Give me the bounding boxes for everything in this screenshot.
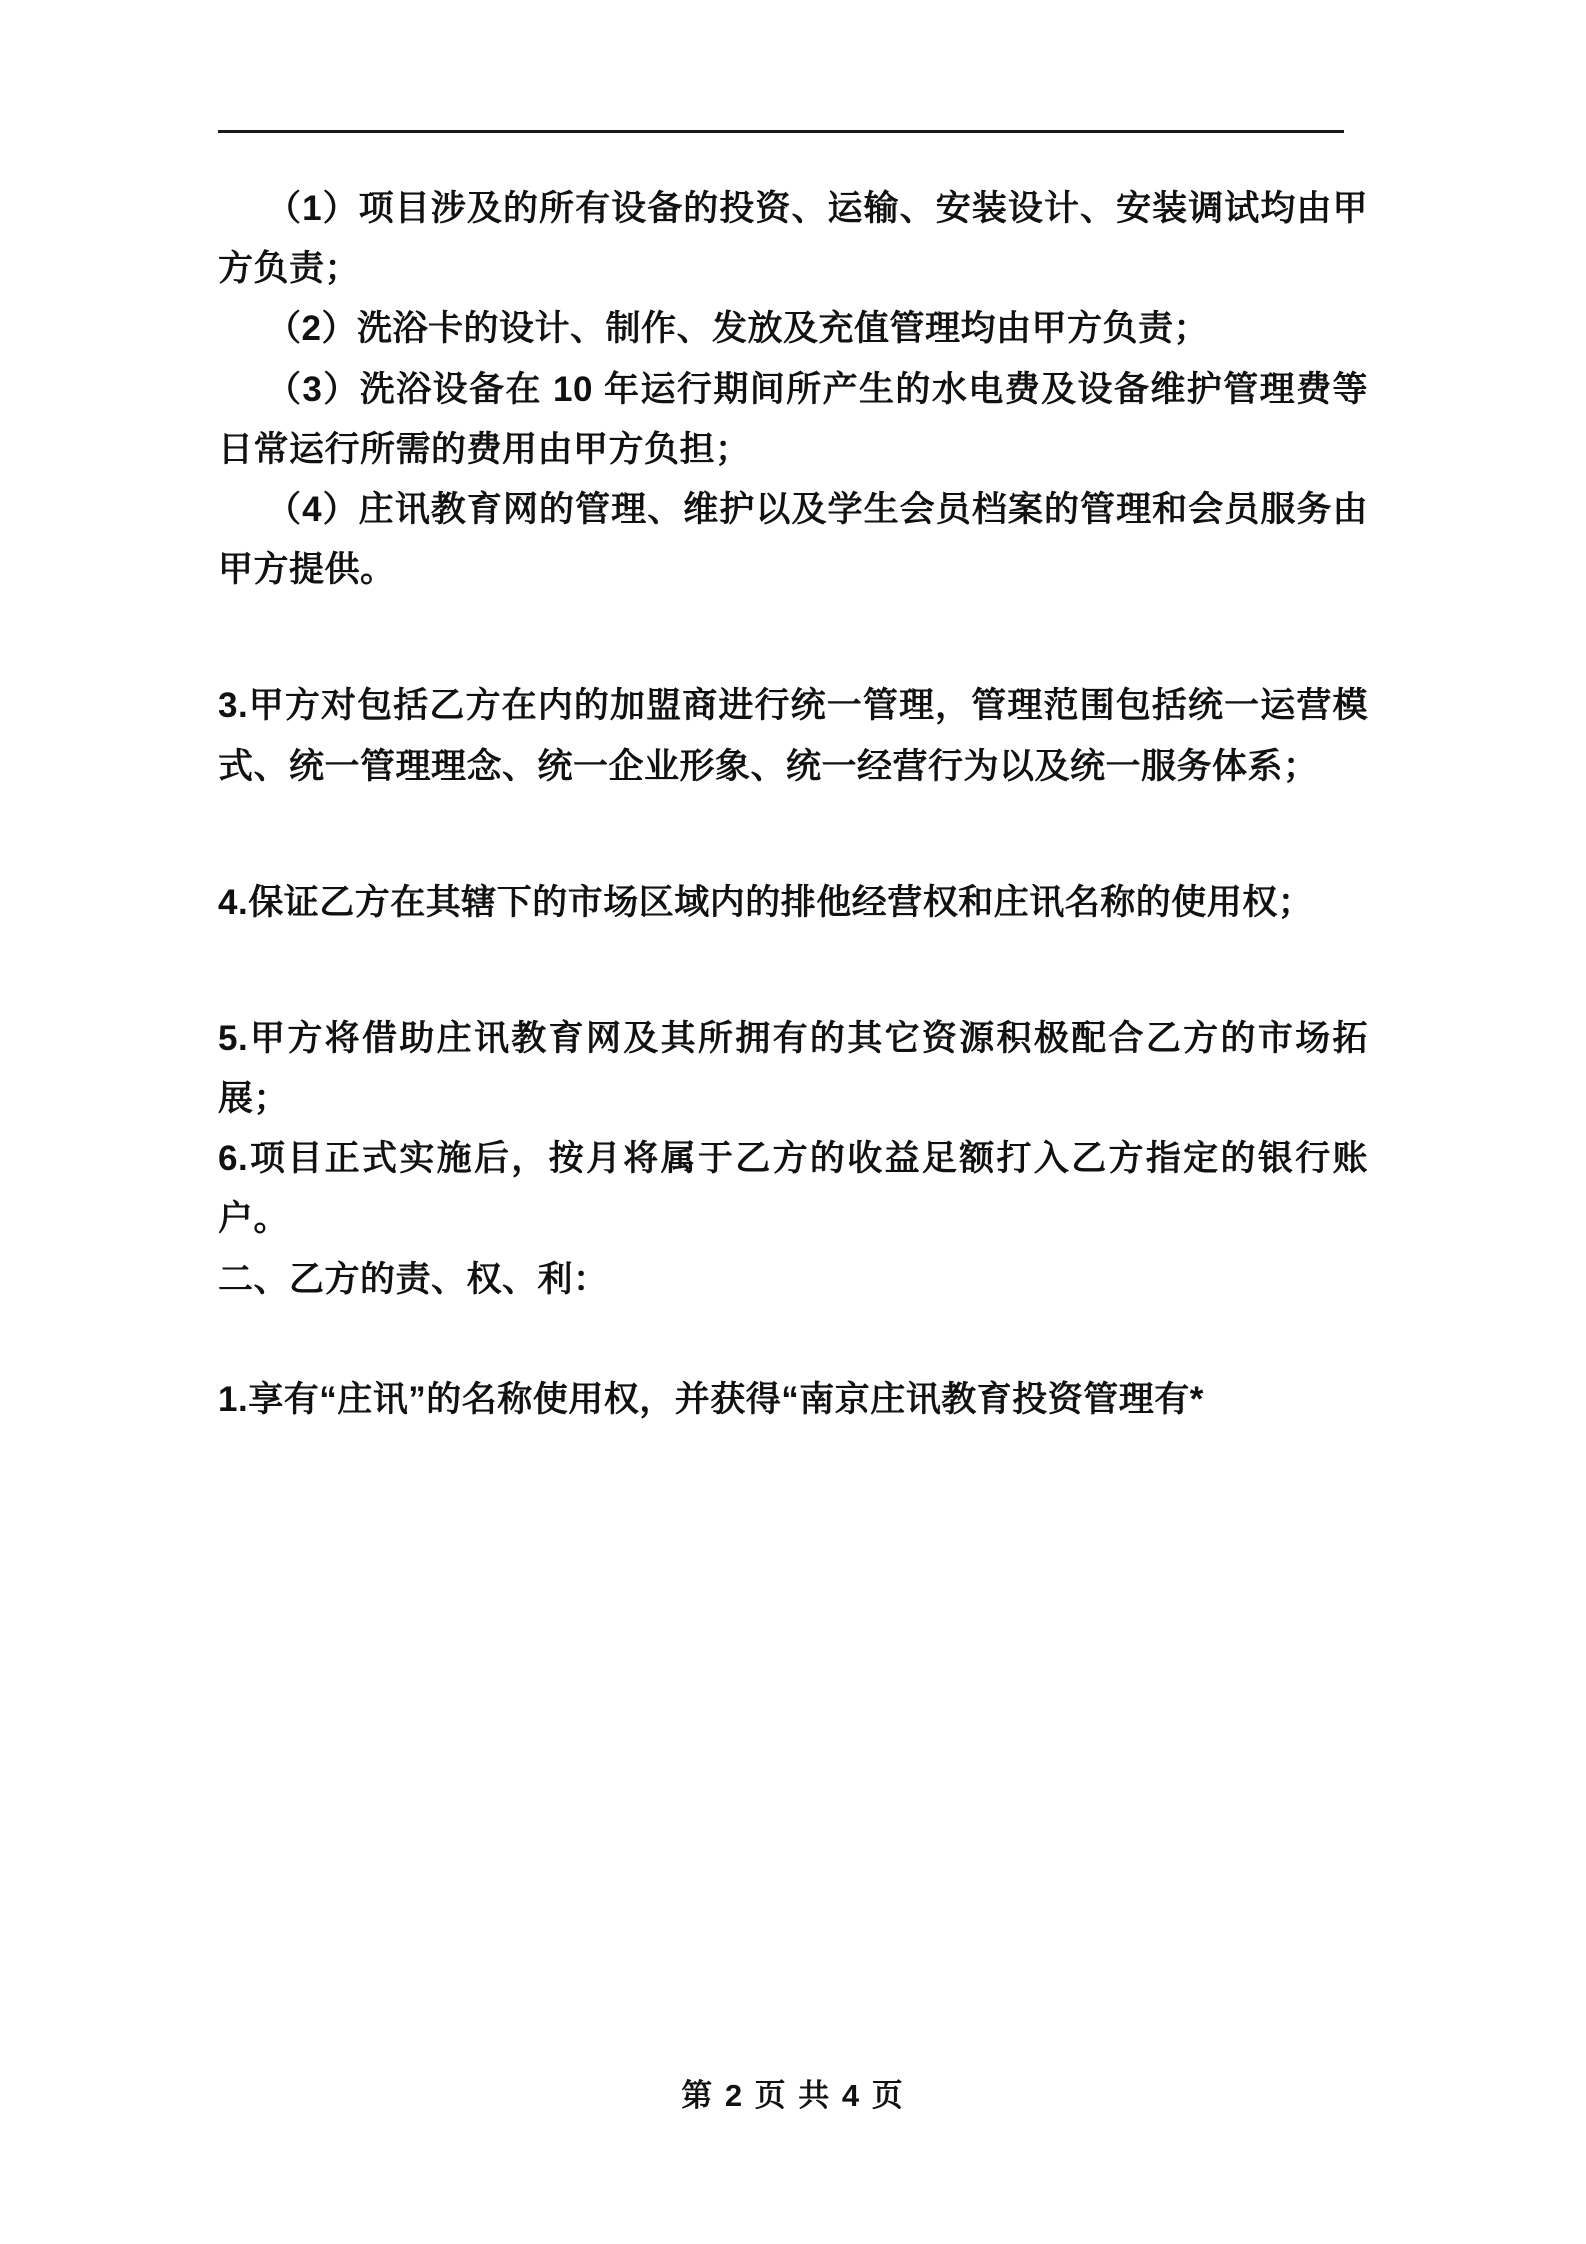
page-footer: 第 2 页 共 4 页 [681, 2078, 905, 2113]
paragraph-item8: 6.项目正式实施后，按月将属于乙方的收益足额打入乙方指定的银行账户。 [218, 1139, 1368, 1239]
header-divider [218, 130, 1344, 133]
paragraph-item4: （4）庄讯教育网的管理、维护以及学生会员档案的管理和会员服务由甲方提供。 [218, 489, 1368, 590]
spacer [218, 600, 1368, 676]
paragraph-item7: 5.甲方将借助庄讯教育网及其所拥有的其它资源积极配合乙方的市场拓展； [218, 1018, 1368, 1119]
document-body [218, 130, 1368, 1430]
section-heading-party-b: 二、乙方的责、权、利： [218, 1259, 609, 1299]
paragraph-item1: （1）项目涉及的所有设备的投资、运输、安装设计、安装调试均由甲方负责； [218, 189, 1368, 289]
paragraph-item3: （3）洗浴设备在 10 年运行期间所产生的水电费及设备维护管理费等日常运行所需的费用由甲方负担； [218, 369, 1368, 469]
spacer [218, 797, 1368, 873]
spacer [218, 1310, 1368, 1370]
paragraph-item2: （2）洗浴卡的设计、制作、发放及充值管理均由甲方负责； [266, 309, 1209, 349]
paragraph-item6: 4.保证乙方在其辖下的市场区域内的排他经营权和庄讯名称的使用权； [218, 882, 1314, 922]
paragraph-item10: 1.享有“庄讯”的名称使用权，并获得“南京庄讯教育投资管理有* [218, 1379, 1204, 1419]
spacer [218, 933, 1368, 1009]
paragraph-item5: 3.甲方对包括乙方在内的加盟商进行统一管理，管理范围包括统一运营模式、统一管理理念、统一企业形象、统一经营行为以及统一服务体系； [218, 686, 1368, 786]
